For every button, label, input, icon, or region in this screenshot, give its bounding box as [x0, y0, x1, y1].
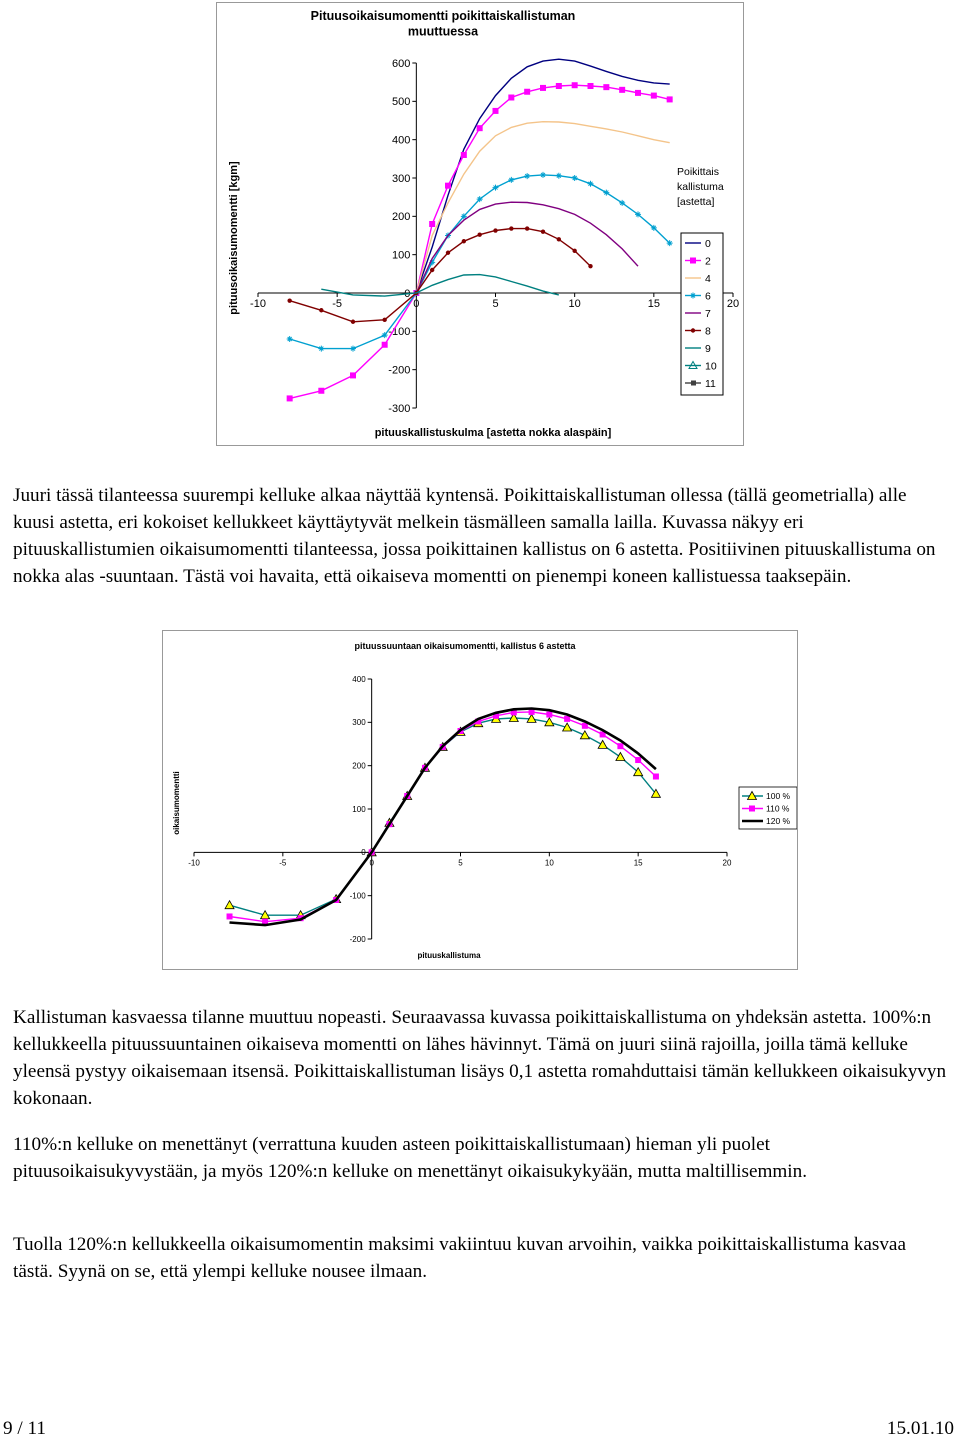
data-point: [524, 173, 530, 179]
data-point: [430, 268, 434, 272]
data-point: [556, 83, 562, 89]
data-point: [525, 226, 529, 230]
y-axis-label: oikaisumomentti: [172, 771, 181, 835]
x-tick-label: 15: [633, 858, 643, 868]
series-line-120: [230, 709, 656, 926]
legend-marker: [691, 381, 696, 386]
y-tick-label: 100: [391, 249, 411, 262]
legend-marker: [691, 328, 695, 332]
y-tick-label: 400: [352, 674, 366, 684]
legend-title-line: Poikittais: [677, 166, 720, 178]
data-point: [572, 175, 578, 181]
legend-label: 10: [705, 360, 717, 373]
legend-label: 120 %: [766, 816, 791, 826]
data-point: [616, 753, 625, 761]
y-tick-label: 300: [391, 172, 411, 185]
data-point: [541, 229, 545, 233]
paragraph-4: Tuolla 120%:n kellukkeella oikaisumomentin maksimi vakiintuu kuvan arvoihin, vaikka poikittaiskallistuma kasvaa tästä. Syynä on se, että ylempi kelluke nousee ilmaan.: [13, 1234, 906, 1282]
legend-marker: [690, 258, 696, 264]
data-point: [617, 743, 623, 749]
y-tick-label: 200: [352, 761, 366, 771]
paragraph-1: Juuri tässä tilanteessa suurempi kelluke alkaa näyttää kyntensä. Poikittaiskallistuman ollessa (tällä geometrialla) alle kuusi astetta, eri kokoiset kellukkeet käyttäytyvät melkein täsmälleen samalla lailla. Kuvassa näkyy eri pituuskallistumien oikaisumomentti tilanteessa, jossa poikittainen kallistus on 6 astetta. Positiivinen pituuskallistuma on nokka alas -suuntaan. Tästä voi havaita, että oikaiseva momentti on pienempi koneen kallistuessa taaksepäin.: [13, 485, 936, 587]
legend-label: 7: [705, 308, 711, 320]
data-point: [382, 318, 386, 322]
legend-marker: [749, 806, 755, 812]
data-point: [580, 731, 589, 739]
data-point: [227, 913, 233, 919]
x-axis-label: pituuskallistuskulma [astetta nokka alaspäin]: [374, 427, 612, 439]
legend-label: 0: [705, 238, 711, 250]
page-number: 9 / 11: [3, 1418, 46, 1439]
data-point: [318, 388, 324, 394]
data-point: [598, 740, 607, 748]
data-point: [557, 237, 561, 241]
data-point: [546, 712, 552, 718]
series-line-2: [290, 85, 670, 398]
legend-title: [677, 166, 724, 208]
data-point: [651, 93, 657, 99]
data-point: [445, 183, 451, 189]
legend-label: 8: [705, 325, 711, 338]
y-tick-label: -200: [349, 934, 366, 944]
x-tick-label: 10: [568, 298, 581, 310]
paragraph-3: 110%:n kelluke on menettänyt (verrattuna kuuden asteen poikittaiskallistumaan) hieman yli puolet pituusoikaisukyvystään, ja myös 120%:n kelluke on menettänyt oikaisukykyään, mutta maltillisemmin.: [13, 1134, 808, 1182]
legend-label: 6: [705, 290, 711, 303]
y-tick-label: 100: [352, 804, 366, 814]
y-tick-label: 0: [361, 848, 366, 858]
data-point: [635, 757, 641, 763]
y-tick-label: 200: [391, 211, 411, 224]
legend-label: 11: [705, 378, 716, 390]
x-tick-label: 15: [647, 298, 660, 310]
paragraph-2: Kallistuman kasvaessa tilanne muuttuu nopeasti. Seuraavassa kuvassa poikittaiskallistuma on yhdeksän astetta. 100%:n kellukkeella pituussuuntainen oikaiseva momentti on lähes hävinnyt. Tämä on juuri siinä rajoilla, joilla tämä kelluke yleensä pystyy oikaisemaan itsensä. Poikittaiskallistuman lisäys 0,1 astetta romahduttaisi tämän kellukkeen oikaisukyvyn kokonaan.: [13, 1007, 947, 1109]
data-point: [319, 308, 323, 312]
y-tick-label: -200: [388, 364, 411, 377]
data-point: [653, 774, 659, 780]
x-tick-label: -5: [332, 298, 343, 310]
data-point: [351, 320, 355, 324]
data-point: [318, 346, 324, 352]
x-tick-label: -10: [250, 298, 266, 310]
legend-box: [681, 233, 723, 395]
chart-title: [311, 9, 576, 39]
x-axis-label: pituuskallistuma: [417, 951, 481, 960]
chart-1-svg: [217, 3, 743, 445]
data-point: [524, 89, 530, 95]
data-point: [540, 172, 546, 178]
data-point: [287, 298, 291, 302]
data-point: [508, 177, 514, 183]
data-point: [225, 901, 234, 909]
chart-title: pituussuuntaan oikaisumomentti, kallistus 6 astetta: [354, 641, 576, 651]
data-point: [564, 716, 570, 722]
data-point: [477, 125, 483, 131]
data-point: [509, 226, 513, 230]
data-point: [493, 108, 499, 114]
chart-2-svg: [163, 631, 797, 969]
y-axis-label: pituusoikaisumomentti [kgm]: [228, 161, 240, 315]
y-tick-label: 600: [391, 57, 411, 70]
x-tick-label: 20: [726, 298, 740, 310]
chart-title-line: Pituusoikaisumomentti poikittaiskallistuman: [310, 9, 576, 23]
data-point: [556, 173, 562, 179]
data-point: [462, 239, 466, 243]
y-tick-label: 300: [352, 718, 366, 728]
data-point: [667, 96, 673, 102]
legend-title-line: [astetta]: [677, 196, 715, 208]
data-point: [429, 221, 435, 227]
x-tick-label: 0: [369, 858, 374, 868]
x-tick-label: 5: [492, 298, 499, 310]
x-tick-label: 5: [458, 858, 463, 868]
data-point: [540, 85, 546, 91]
data-point: [350, 372, 356, 378]
data-point: [382, 342, 388, 348]
data-point: [287, 336, 293, 342]
data-point: [572, 82, 578, 88]
y-tick-label: 500: [391, 96, 411, 109]
data-point: [287, 395, 293, 401]
data-point: [477, 233, 481, 237]
x-tick-label: -5: [279, 858, 287, 868]
y-tick-label: -100: [388, 326, 411, 339]
legend-label: 9: [705, 343, 711, 355]
data-point: [588, 264, 592, 268]
x-tick-label: 20: [722, 858, 732, 868]
x-tick-label: 0: [413, 298, 420, 310]
data-point: [635, 90, 641, 96]
data-point: [619, 87, 625, 93]
legend-label: 110 %: [766, 803, 790, 814]
chart-1: [216, 2, 744, 446]
y-tick-label: -300: [388, 402, 411, 415]
data-point: [588, 83, 594, 89]
data-point: [508, 95, 514, 101]
y-tick-label: 0: [404, 287, 411, 300]
data-point: [461, 152, 467, 158]
data-point: [603, 84, 609, 90]
legend-label: 100 %: [766, 791, 791, 801]
x-tick-label: 10: [544, 858, 554, 868]
data-point: [572, 249, 576, 253]
data-point: [350, 346, 356, 352]
x-tick-label: -10: [188, 858, 200, 868]
series-line-4: [416, 122, 669, 293]
y-tick-label: 400: [391, 134, 411, 147]
data-point: [493, 228, 497, 232]
chart-2: [162, 630, 798, 970]
y-tick-label: -100: [349, 891, 366, 901]
data-point: [446, 251, 450, 255]
chart-title-line: muuttuessa: [407, 24, 479, 39]
legend-label: 4: [705, 273, 711, 285]
legend-title-line: kallistuma: [677, 181, 724, 193]
footer-date: 15.01.10: [886, 1418, 954, 1439]
data-point: [588, 181, 594, 187]
legend-label: 2: [705, 255, 711, 268]
